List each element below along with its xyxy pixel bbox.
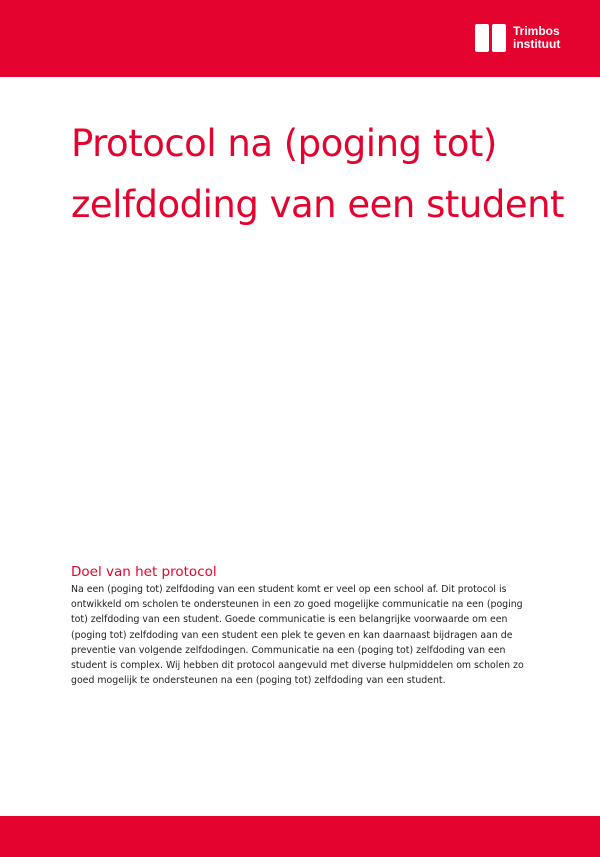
section-heading: Doel van het protocol	[71, 564, 217, 580]
logo-mark-icon	[475, 24, 508, 52]
logo-line-1: Trimbos	[513, 24, 560, 38]
logo-wordmark	[513, 25, 560, 51]
logo-line-2: instituut	[513, 37, 561, 51]
footer-band	[0, 816, 600, 857]
logo-bar-left	[475, 24, 489, 52]
trimbos-logo	[475, 24, 560, 52]
logo-bar-right	[492, 24, 506, 52]
section-body: Na een (poging tot) zelfdoding van een student komt er veel op een school af. Dit protocol is ontwikkeld om scholen te ondersteunen in een zo goed mogelijke communicatie na een (poging tot) zelfdoding van een student. Goede communicatie is een belangrijke voorwaarde om een (poging tot) zelfdoding van een student een plek te geven en kan daarnaast bijdragen aan de preventie van volgende zelfdodingen. Communicatie na een (poging tot) zelfdoding van een student is complex. Wij hebben dit protocol aangevuld met diverse hulpmiddelen om scholen zo goed mogelijk te ondersteunen na een (poging tot) zelfdoding van een student.	[71, 584, 524, 687]
document-title: Protocol na (poging tot) zelfdoding van een student	[71, 122, 565, 226]
header-band	[0, 0, 600, 77]
